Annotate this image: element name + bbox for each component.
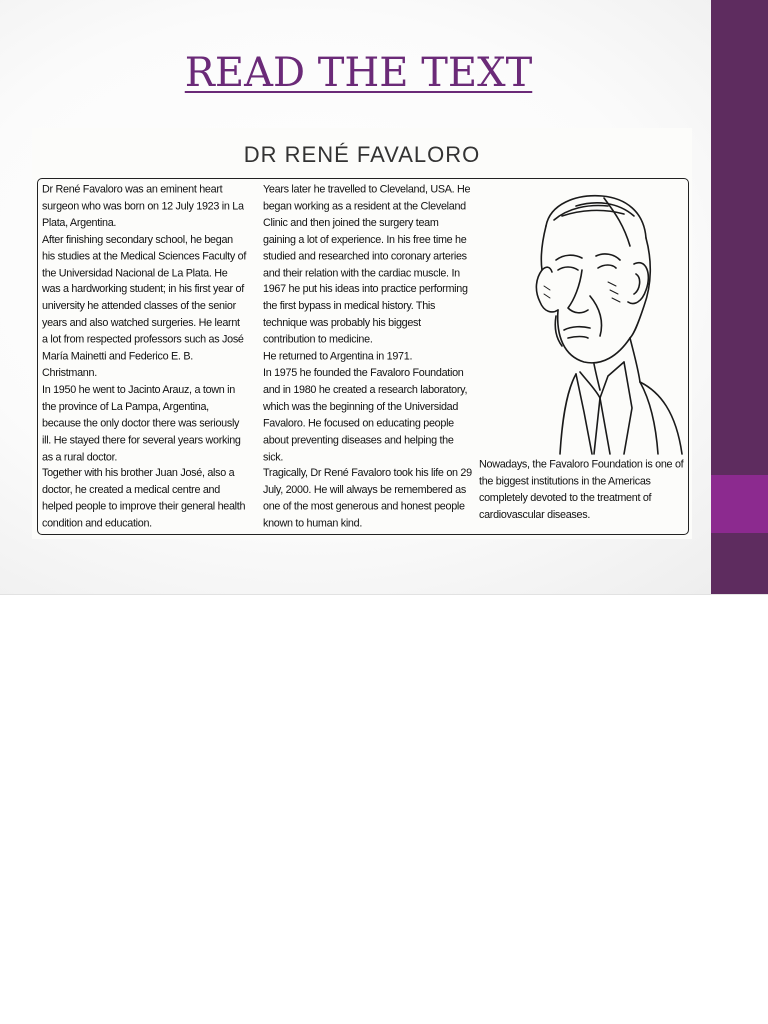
article-heading: DR RENÉ FAVALORO	[243, 142, 481, 167]
paragraph: Tragically, Dr René Favaloro took his life on 29 July, 2000. He will always be remembered as one of the most generous and honest people known to human kind.	[263, 466, 472, 530]
article-column-2	[263, 182, 473, 533]
paragraph: In 1975 he founded the Favaloro Foundation and in 1980 he created a research laboratory, which was the beginning of the Universidad Favaloro. He focused on educating people about preventing diseases and helping the sick.	[263, 366, 468, 463]
article-scan	[32, 128, 692, 539]
article-column-3	[479, 457, 693, 524]
slide-title-text: READ THE TEXT	[184, 50, 533, 96]
article-column-1	[42, 182, 248, 533]
paragraph: In 1950 he went to Jacinto Arauz, a town in the province of La Pampa, Argentina, because the only doctor there was seriously ill. He stayed there for several years working as a rural doctor.	[42, 383, 241, 463]
paragraph: He returned to Argentina in 1971.	[263, 350, 413, 363]
portrait-drawing	[484, 186, 684, 456]
side-bar-accent	[711, 475, 768, 533]
paragraph: Together with his brother Juan José, also a doctor, he created a medical centre and helped people to improve their general health condition and education.	[42, 466, 246, 530]
paragraph: Dr René Favaloro was an eminent heart surgeon who was born on 12 July 1923 in La Plata, Argentina.	[42, 183, 244, 230]
paragraph: After finishing secondary school, he began his studies at the Medical Sciences Faculty of the Universidad Nacional de La Plata. He was a hardworking student; in his first year of university he attended classes of the senior years and also watched surgeries. He learnt a lot from respected professors such as José María Mainetti and Federico E. B. Christmann.	[42, 233, 247, 380]
slide-title	[0, 50, 717, 96]
paragraph: Years later he travelled to Cleveland, USA. He began working as a resident at the Cleveland Clinic and then joined the surgery team gaining a lot of experience. In his free time he studied and researched into coronary arteries and their relation with the cardiac muscle. In 1967 he put his ideas into practice performing the first bypass in medical history. This technique was probably his biggest contribution to medicine.	[263, 183, 471, 346]
paragraph: Nowadays, the Favaloro Foundation is one of the biggest institutions in the Americas completely devoted to the treatment of cardiovascular diseases.	[479, 458, 684, 521]
